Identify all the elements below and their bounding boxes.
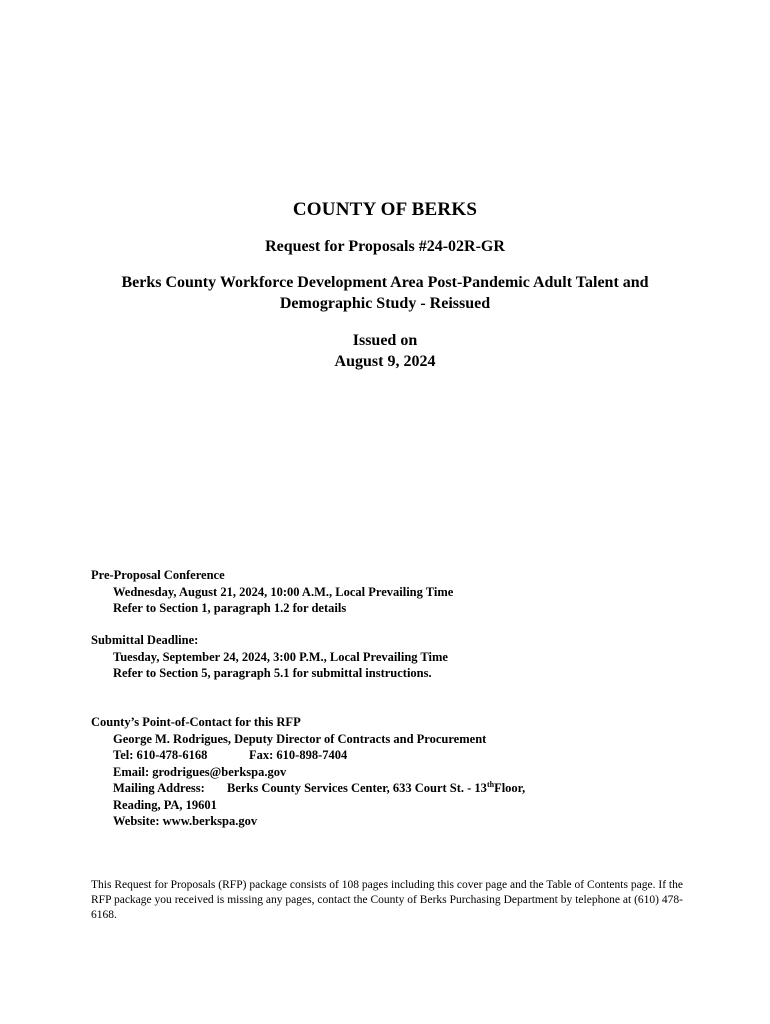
pre-proposal-section: [91, 567, 453, 617]
contact-tel: Tel: 610-478-6168: [113, 748, 208, 762]
deadline-heading: Submittal Deadline:: [91, 633, 199, 647]
package-note: This Request for Proposals (RFP) package consists of 108 pages including this cover page and the Table of Contents page. If the RFP package you received is missing any pages, contact the County of Berks Purchasing Department by telephone at (610) 478-6168.: [91, 879, 683, 921]
study-title: [0, 272, 770, 314]
mailing-address-line2: Reading, PA, 19601: [113, 797, 217, 812]
contact-mailing-row: [91, 780, 525, 797]
contact-section: [91, 714, 525, 830]
county-title: COUNTY OF BERKS: [292, 199, 478, 220]
pre-proposal-reference: Refer to Section 1, paragraph 1.2 for details: [113, 601, 347, 615]
contact-name: George M. Rodrigues, Deputy Director of Contracts and Procurement: [113, 731, 487, 746]
contact-email: Email: grodrigues@berkspa.gov: [113, 764, 287, 779]
mailing-address-line1: Berks County Services Center, 633 Court St. - 13thFloor,: [227, 779, 526, 795]
contact-fax: Fax: 610-898-7404: [249, 748, 348, 762]
mailing-label: Mailing Address:: [113, 781, 205, 795]
issued-date: August 9, 2024: [334, 353, 436, 370]
study-title-line2: Demographic Study - Reissued: [279, 295, 491, 312]
contact-heading: County’s Point-of-Contact for this RFP: [91, 715, 301, 729]
pre-proposal-datetime: Wednesday, August 21, 2024, 10:00 A.M., Local Prevailing Time: [113, 584, 454, 599]
rfp-number: Request for Proposals #24-02R-GR: [265, 238, 505, 255]
contact-website: Website: www.berkspa.gov: [113, 814, 258, 828]
study-title-line1: Berks County Workforce Development Area Post-Pandemic Adult Talent and: [121, 274, 649, 291]
pre-proposal-heading: Pre-Proposal Conference: [91, 568, 225, 582]
deadline-reference: Refer to Section 5, paragraph 5.1 for submittal instructions.: [113, 666, 432, 680]
issued-block: [0, 330, 770, 372]
submittal-deadline-section: [91, 632, 448, 682]
deadline-datetime: Tuesday, September 24, 2024, 3:00 P.M., Local Prevailing Time: [113, 649, 448, 664]
contact-phone-row: [91, 747, 525, 764]
issued-label: Issued on: [352, 332, 418, 349]
